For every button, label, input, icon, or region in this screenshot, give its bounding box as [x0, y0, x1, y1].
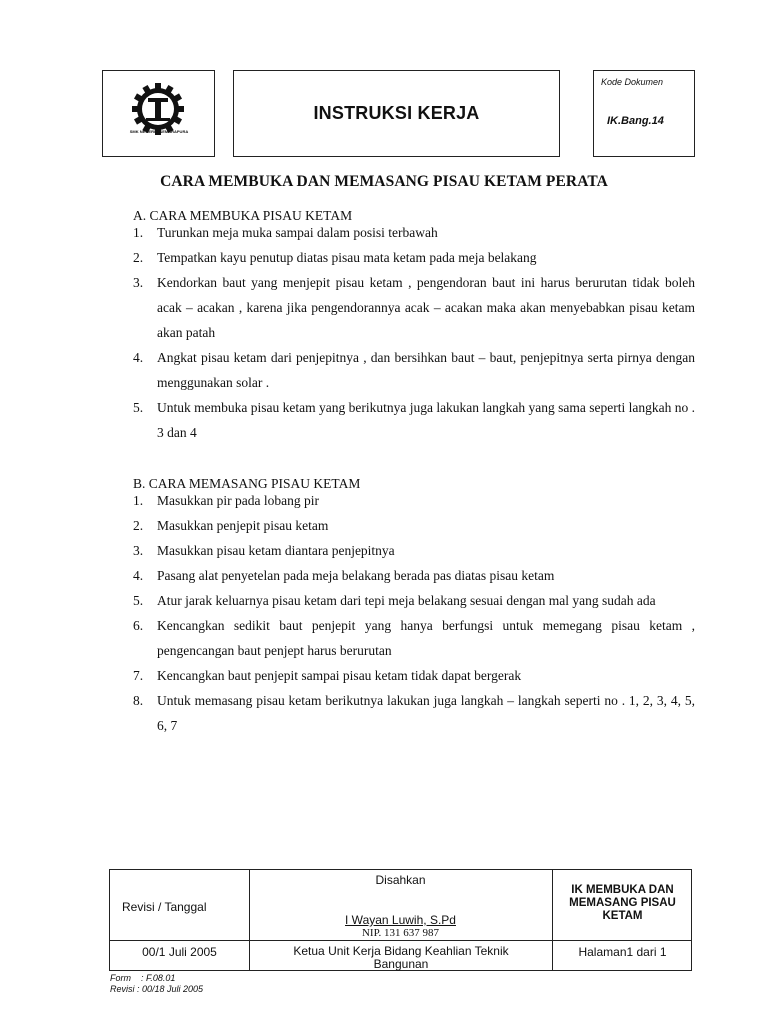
list-item: 7. Kencangkan baut penjepit sampai pisau ketam tidak dapat bergerak	[133, 668, 522, 683]
document-code-box	[593, 70, 695, 157]
document-code-label: Kode Dokumen	[601, 77, 664, 87]
signer-position: Ketua Unit Kerja Bidang Keahlian Teknik Bangunan	[293, 944, 509, 971]
section-a-heading: A. CARA MEMBUKA PISAU KETAM	[133, 208, 353, 223]
list-item: 8. Untuk memasang pisau ketam berikutnya lakukan juga langkah – langkah seperti no . 1, 2, 3, 4, 5, 6, 7	[133, 693, 695, 733]
logo-caption: SMK NEGERI 1 SEMARAPURA	[129, 129, 189, 134]
signer-name: I Wayan Luwih, S.Pd	[345, 913, 456, 927]
revision-note: Revisi : 00/18 Juli 2005	[110, 984, 204, 994]
document-code-value: IK.Bang.14	[607, 115, 664, 127]
list-item: 5. Untuk membuka pisau ketam yang berikutnya juga lakukan langkah yang sama seperti langkah no . 3 dan 4	[133, 400, 695, 440]
header-title: INSTRUKSI KERJA	[313, 103, 480, 123]
list-item: 2. Masukkan penjepit pisau ketam	[133, 518, 329, 533]
list-item: 4. Angkat pisau ketam dari penjepitnya , dan bersihkan baut – baut, penjepitnya serta pirnya dengan menggunakan solar .	[133, 350, 695, 390]
revisi-value: 00/1 Juli 2005	[142, 945, 217, 959]
signer-nip: NIP. 131 637 987	[361, 927, 439, 939]
list-item: 6. Kencangkan sedikit baut penjepit yang hanya berfungsi untuk memegang pisau ketam , pengencangan baut penjept harus berurutan	[133, 618, 695, 658]
form-note	[110, 973, 203, 995]
document-title: CARA MEMBUKA DAN MEMASANG PISAU KETAM PERATA	[160, 173, 608, 190]
section-b-heading: B. CARA MEMASANG PISAU KETAM	[133, 476, 361, 491]
list-item: 1. Masukkan pir pada lobang pir	[133, 493, 319, 508]
section-a-steps	[133, 220, 695, 445]
document-name: IK MEMBUKA DAN MEMASANG PISAU KETAM	[569, 884, 676, 922]
school-logo-icon	[103, 71, 214, 156]
header-title-box	[233, 70, 560, 157]
list-item: 3. Masukkan pisau ketam diantara penjepitnya	[133, 543, 395, 558]
list-item: 2. Tempatkan kayu penutup diatas pisau mata ketam pada meja belakang	[133, 250, 537, 265]
logo-box	[102, 70, 215, 157]
disahkan-label: Disahkan	[375, 873, 426, 887]
list-item: 4. Pasang alat penyetelan pada meja belakang berada pas diatas pisau ketam	[133, 568, 555, 583]
list-item: 1. Turunkan meja muka sampai dalam posisi terbawah	[133, 225, 438, 240]
list-item: 3. Kendorkan baut yang menjepit pisau ketam , pengendoran baut ini harus berurutan tidak boleh acak – acakan , karena jika pengendorannya acak – acakan maka akan menyebabkan pisau ketam akan patah	[133, 275, 695, 340]
approval-table	[109, 869, 692, 971]
revisi-label: Revisi / Tanggal	[122, 900, 207, 914]
list-item: 5. Atur jarak keluarnya pisau ketam dari tepi meja belakang sesuai dengan mal yang sudah ada	[133, 593, 656, 608]
form-number: Form : F.08.01	[110, 973, 176, 983]
page-info: Halaman1 dari 1	[578, 945, 667, 959]
section-b-steps	[133, 488, 695, 738]
